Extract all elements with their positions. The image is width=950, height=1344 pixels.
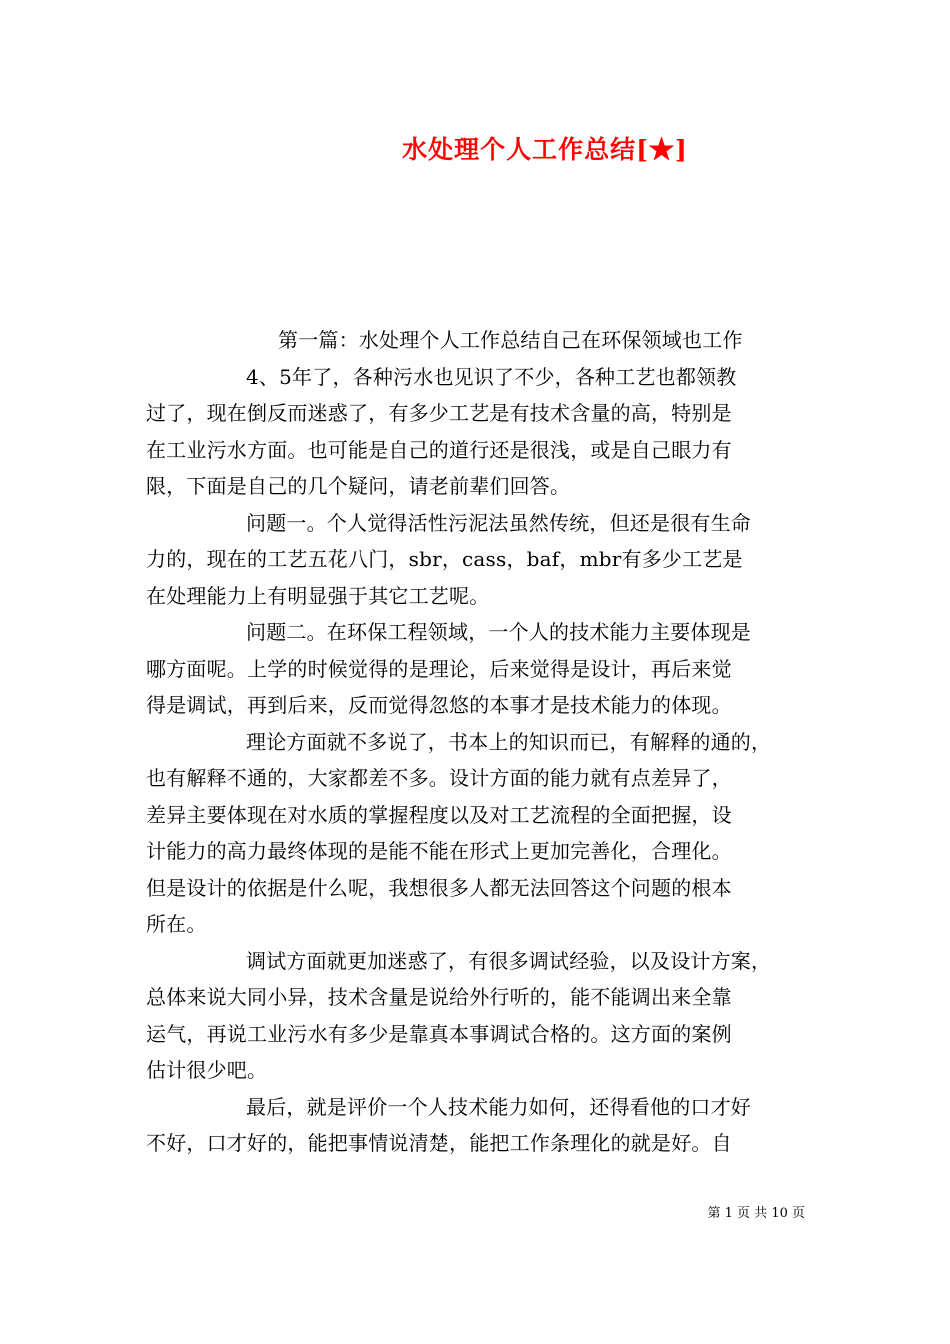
text-line: 问题二。在环保工程领域，一个人的技术能力主要体现是: [246, 620, 751, 644]
text-line: 在处理能力上有明显强于其它工艺呢。: [146, 583, 490, 608]
text-line: 运气，再说工业污水有多少是靠真本事调试合格的。这方面的案例: [146, 1021, 732, 1046]
text-line: 力的，现在的工艺五花八门，sbr，cass，baf，mbr有多少工艺是: [146, 547, 743, 571]
page-number: 第 1 页 共 10 页: [707, 1206, 805, 1221]
text-line: 得是调试，再到后来，反而觉得忽悠的本事才是技术能力的体现。: [146, 693, 732, 717]
text-line: 问题一。个人觉得活性污泥法虽然传统，但还是很有生命: [246, 510, 751, 535]
document-body: [146, 322, 811, 1162]
text-line: 总体来说大同小异，技术含量是说给外行听的，能不能调出来全靠: [146, 985, 732, 1009]
text-line: 差异主要体现在对水质的掌握程度以及对工艺流程的全面把握，设: [146, 802, 732, 827]
text-line: 哪方面呢。上学的时候觉得的是理论，后来觉得是设计，再后来觉: [146, 656, 732, 681]
text-line: 不好，口才好的，能把事情说清楚，能把工作条理化的就是好。自: [146, 1131, 732, 1155]
text-line: 第一篇：水处理个人工作总结自己在环保领域也工作: [278, 328, 743, 352]
text-line: 最后，就是评价一个人技术能力如何，还得看他的口才好: [246, 1094, 751, 1119]
text-line: 但是设计的依据是什么呢，我想很多人都无法回答这个问题的根本: [146, 875, 732, 900]
text-line: 调试方面就更加迷惑了，有很多调试经验，以及设计方案，: [246, 948, 772, 973]
text-line: 过了，现在倒反而迷惑了，有多少工艺是有技术含量的高，特别是: [146, 401, 732, 425]
text-line: 计能力的高力最终体现的是能不能在形式上更加完善化，合理化。: [146, 839, 732, 863]
text-line: 限，下面是自己的几个疑问，请老前辈们回答。: [146, 474, 571, 498]
text-line: 估计很少吧。: [146, 1058, 268, 1082]
page-title: 水处理个人工作总结[★]: [402, 135, 688, 164]
text-line: 也有解释不通的，大家都差不多。设计方面的能力就有点差异了，: [146, 766, 732, 790]
text-line: 在工业污水方面。也可能是自己的道行还是很浅，或是自己眼力有: [146, 437, 732, 462]
text-line: 理论方面就不多说了，书本上的知识而已，有解释的通的，: [246, 729, 772, 754]
text-line: 4、5年了，各种污水也见识了不少，各种工艺也都领教: [246, 364, 737, 389]
text-line: 所在。: [146, 912, 207, 936]
